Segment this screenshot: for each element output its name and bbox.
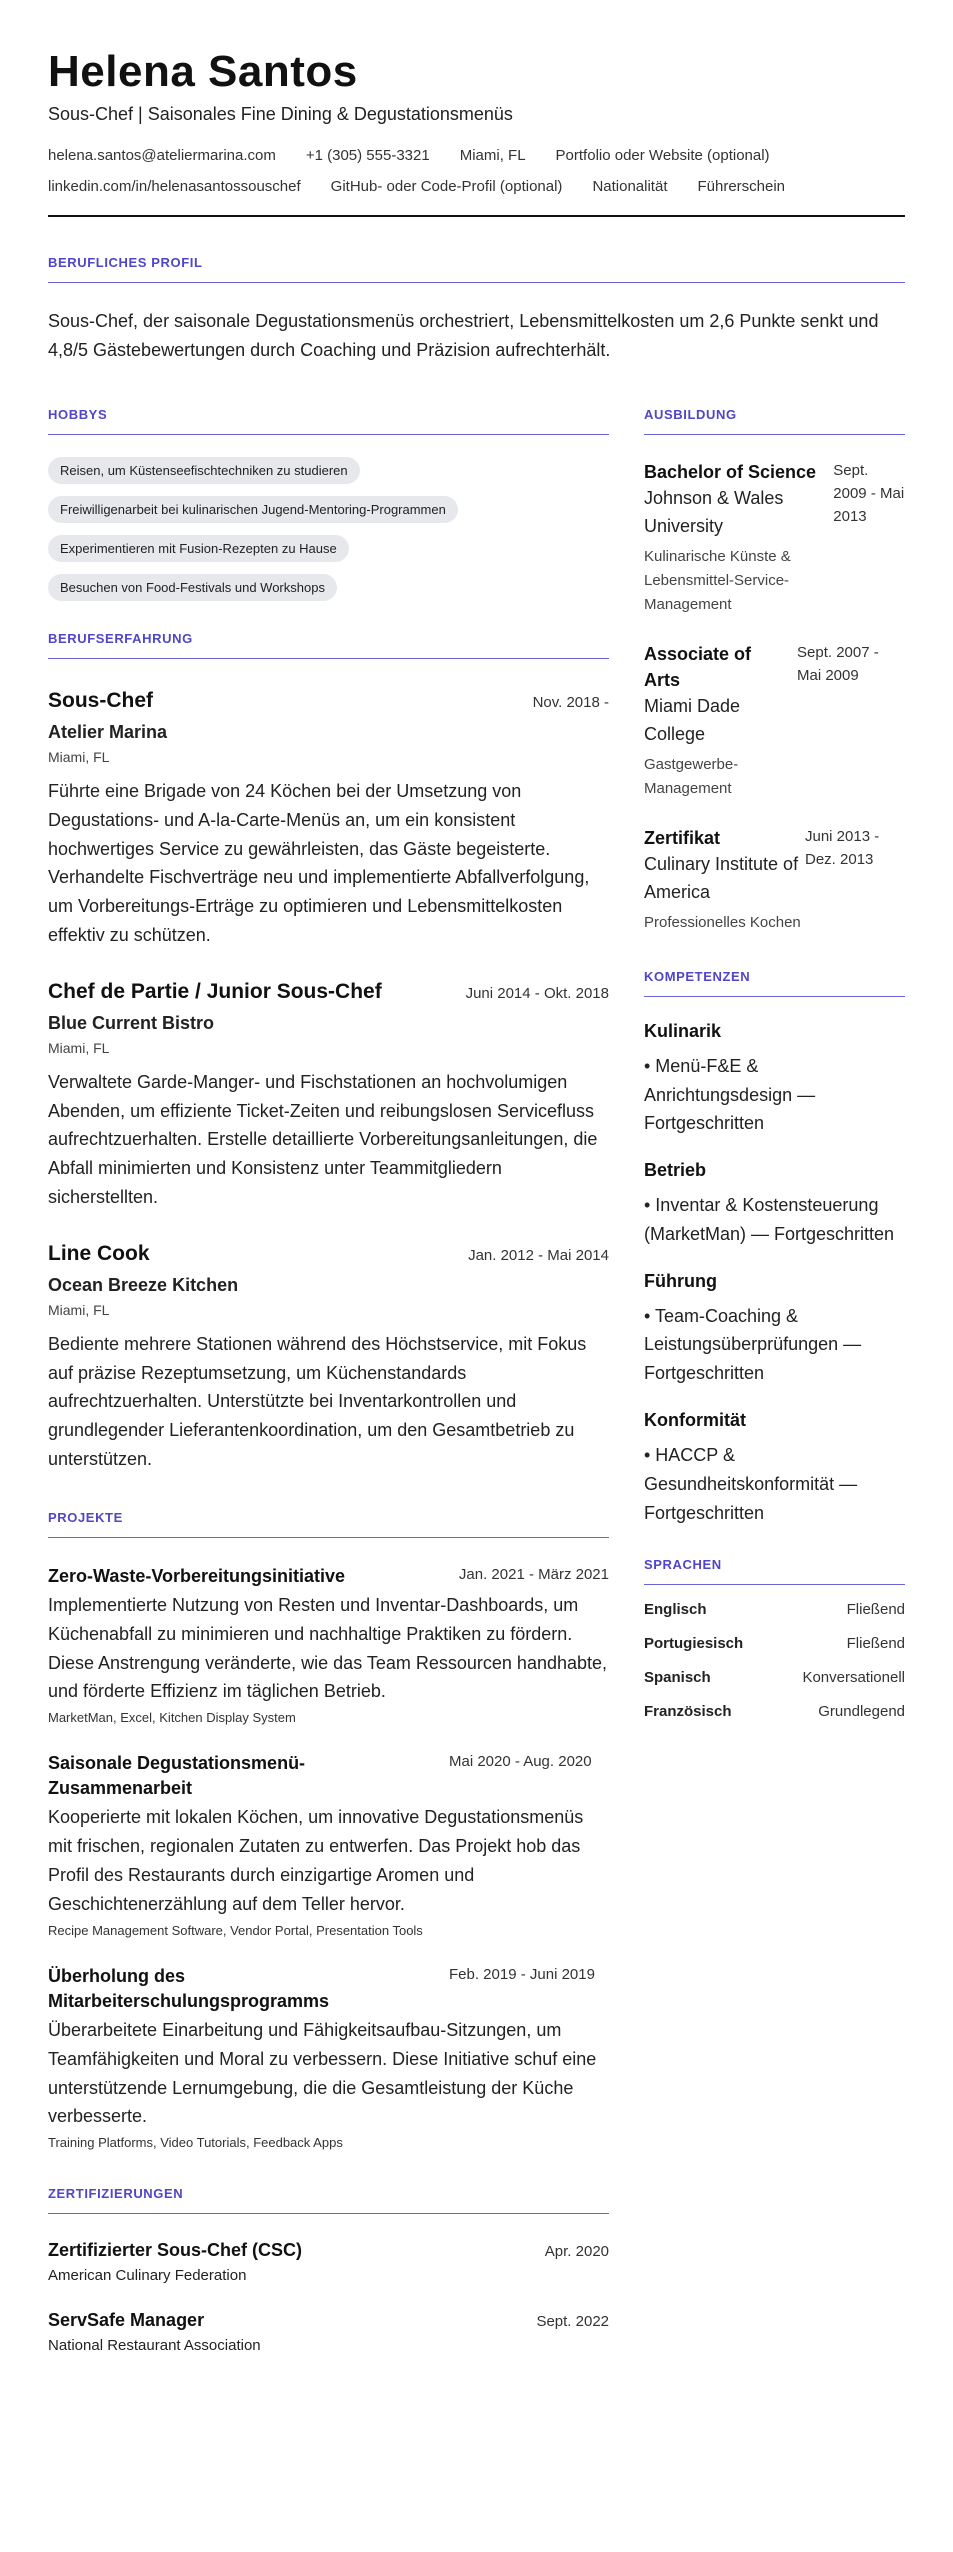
skill-item: • Team-Coaching & Leistungsüberprüfungen — Fortgeschritten bbox=[644, 1305, 862, 1384]
language-name: Englisch bbox=[644, 1601, 707, 1619]
contact-github[interactable]: GitHub- oder Code-Profil (optional) bbox=[330, 178, 563, 196]
language-row bbox=[644, 1601, 905, 1618]
contact-portfolio[interactable]: Portfolio oder Website (optional) bbox=[555, 147, 770, 165]
header-divider bbox=[48, 215, 905, 217]
experience-section bbox=[48, 631, 609, 1474]
skill-category: Kulinarik bbox=[644, 1020, 722, 1041]
project-entry bbox=[48, 1751, 609, 1938]
project-tools: Recipe Management Software, Vendor Portal, Presentation Tools bbox=[48, 1922, 423, 1938]
hobby-chip: Experimentieren mit Fusion-Rezepten zu Hause bbox=[48, 535, 349, 562]
project-tools: Training Platforms, Video Tutorials, Feedback Apps bbox=[48, 2135, 343, 2151]
skill-category: Betrieb bbox=[644, 1160, 707, 1181]
language-level: Konversationell bbox=[802, 1669, 905, 1687]
skill-item: • HACCP & Gesundheitskonformität — Fortgeschritten bbox=[644, 1445, 858, 1523]
certification-name: ServSafe Manager bbox=[48, 2310, 205, 2331]
education-date: Sept. 2007 - Mai 2009 bbox=[797, 643, 879, 685]
contact-nationality: Nationalität bbox=[592, 178, 668, 196]
hobby-chip: Reisen, um Küstenseefischtechniken zu studieren bbox=[48, 457, 360, 484]
certification-org: American Culinary Federation bbox=[48, 2267, 247, 2285]
job-title: Chef de Partie / Junior Sous-Chef bbox=[48, 979, 382, 1003]
language-level: Grundlegend bbox=[818, 1703, 905, 1721]
job-location: Miami, FL bbox=[48, 748, 110, 765]
education-school: Johnson & Wales University bbox=[644, 488, 784, 536]
language-name: Französisch bbox=[644, 1703, 732, 1721]
project-tools: MarketMan, Excel, Kitchen Display System bbox=[48, 1710, 296, 1726]
language-name: Portugiesisch bbox=[644, 1635, 744, 1653]
hobbies-section bbox=[48, 407, 609, 601]
certification-org: National Restaurant Association bbox=[48, 2337, 261, 2355]
right-column bbox=[644, 407, 905, 2354]
job-location: Miami, FL bbox=[48, 1301, 110, 1318]
education-section bbox=[644, 407, 905, 935]
job-entry bbox=[48, 689, 609, 950]
skill-group bbox=[644, 1410, 905, 1527]
job-title: Line Cook bbox=[48, 1241, 150, 1265]
skill-item: • Menü-F&E & Anrichtungsdesign — Fortgeschritten bbox=[644, 1055, 816, 1134]
job-description: Führte eine Brigade von 24 Köchen bei der Umsetzung von Degustations- und A-la-Carte-Menüs an, um ein konsistent hochwertiges Service zu gewährleisten, das Gäste begeisterte. Verhandelte Fischverträge neu und implementierte Abfallverfolgung, um Vorbereitungs-Erträge zu optimieren und Lebensmittelkosten effektiv zu schützen. bbox=[48, 780, 590, 945]
certification-name: Zertifizierter Sous-Chef (CSC) bbox=[48, 2240, 303, 2261]
certification-entry bbox=[48, 2240, 609, 2284]
project-description: Implementierte Nutzung von Resten und Inventar-Dashboards, um Küchenabfall zu minimieren und nachhaltige Praktiken zu fördern. Diese Anstrengung veränderte, wie das Team Ressourcen handhabte, und förderte Effizienz im täglichen Betrieb. bbox=[48, 1594, 608, 1702]
certification-date: Apr. 2020 bbox=[544, 2243, 609, 2261]
job-description: Verwaltete Garde-Manger- und Fischstationen an hochvolumigen Abenden, um effiziente Ticket-Zeiten und reibungslosen Servicefluss aufrechtzuerhalten. Erstelle detaillierte Vorbereitungsanleitungen, die Abfall minimierten und Konsistenz unter Teammitgliedern sicherstellten. bbox=[48, 1071, 598, 1207]
education-degree: Zertifikat bbox=[644, 827, 721, 848]
job-description: Bediente mehrere Stationen während des Höchstservice, mit Fokus auf präzise Rezeptumsetzung, um Küchenstandards aufrechtzuerhalten. Unterstützte bei Inventarkontrollen und grundlegender Lieferantenkoordination, um den Gesamtbetrieb zu unterstützen. bbox=[48, 1333, 587, 1469]
skill-item: • Inventar & Kostensteuerung (MarketMan) — Fortgeschritten bbox=[644, 1195, 895, 1244]
contact-linkedin[interactable]: linkedin.com/in/helenasantossouschef bbox=[48, 178, 301, 196]
job-entry bbox=[48, 980, 609, 1212]
resume-header bbox=[48, 48, 905, 217]
certification-entry bbox=[48, 2310, 609, 2354]
project-date: Mai 2020 - Aug. 2020 bbox=[449, 1753, 592, 1771]
project-title: Zero-Waste-Vorbereitungsinitiative bbox=[48, 1565, 346, 1586]
language-row bbox=[644, 1703, 905, 1720]
certifications-section bbox=[48, 2186, 609, 2354]
projects-section bbox=[48, 1510, 609, 2151]
candidate-headline: Sous-Chef | Saisonales Fine Dining & Degustationsmenüs bbox=[48, 104, 513, 125]
skills-section bbox=[644, 969, 905, 1528]
project-date: Feb. 2019 - Juni 2019 bbox=[449, 1965, 595, 1983]
education-field: Professionelles Kochen bbox=[644, 913, 801, 931]
education-field: Gastgewerbe-Management bbox=[644, 755, 739, 797]
project-title: Überholung des Mitarbeiterschulungsprogramms bbox=[48, 1965, 330, 2011]
section-title-skills: KOMPETENZEN bbox=[644, 969, 905, 997]
project-date: Jan. 2021 - März 2021 bbox=[458, 1565, 609, 1583]
education-date: Juni 2013 - Dez. 2013 bbox=[805, 827, 880, 869]
job-company: Ocean Breeze Kitchen bbox=[48, 1274, 239, 1295]
profile-section bbox=[48, 255, 905, 365]
contact-license: Führerschein bbox=[697, 178, 786, 196]
section-title-education: AUSBILDUNG bbox=[644, 407, 905, 435]
section-title-projects: PROJEKTE bbox=[48, 1510, 609, 1538]
job-entry bbox=[48, 1242, 609, 1474]
language-row bbox=[644, 1635, 905, 1652]
job-title: Sous-Chef bbox=[48, 688, 153, 712]
education-field: Kulinarische Künste & Lebensmittel-Service-Management bbox=[644, 547, 791, 613]
contact-list bbox=[48, 147, 905, 195]
contact-email[interactable]: helena.santos@ateliermarina.com bbox=[48, 147, 276, 165]
education-entry bbox=[644, 459, 905, 617]
project-title: Saisonale Degustationsmenü-Zusammenarbeit bbox=[48, 1753, 306, 1799]
job-date: Jan. 2012 - Mai 2014 bbox=[468, 1246, 609, 1264]
education-school: Miami Dade College bbox=[644, 696, 741, 744]
job-location: Miami, FL bbox=[48, 1039, 110, 1056]
left-column bbox=[48, 407, 609, 2354]
skill-group bbox=[644, 1271, 905, 1388]
hobby-chip: Freiwilligenarbeit bei kulinarischen Jugend-Mentoring-Programmen bbox=[48, 496, 458, 523]
language-level: Fließend bbox=[846, 1601, 905, 1619]
job-company: Blue Current Bistro bbox=[48, 1012, 215, 1033]
skill-category: Konformität bbox=[644, 1410, 746, 1431]
education-school: Culinary Institute of America bbox=[644, 853, 799, 902]
project-entry bbox=[48, 1964, 609, 2151]
project-description: Überarbeitete Einarbeitung und Fähigkeitsaufbau-Sitzungen, um Teamfähigkeiten und Moral zu verbessern. Diese Initiative schuf eine unterstützende Lernumgebung, die die Gesamtleistung der Küche verbesserte. bbox=[48, 2020, 597, 2127]
language-list bbox=[644, 1601, 905, 1720]
skill-group bbox=[644, 1021, 905, 1138]
project-description: Kooperierte mit lokalen Köchen, um innovative Degustationsmenüs mit frischen, regionalen Zutaten zu entwerfen. Das Projekt hob das Profil des Restaurants durch einzigartige Aromen und Geschichtenerzählung auf dem Teller hervor. bbox=[48, 1807, 584, 1914]
candidate-name: Helena Santos bbox=[48, 47, 358, 96]
section-title-certifications: ZERTIFIZIERUNGEN bbox=[48, 2186, 609, 2214]
skill-category: Führung bbox=[644, 1270, 717, 1291]
hobby-chip: Besuchen von Food-Festivals und Workshops bbox=[48, 574, 337, 601]
skill-group bbox=[644, 1160, 905, 1249]
language-level: Fließend bbox=[846, 1635, 905, 1653]
education-date: Sept. 2009 - Mai 2013 bbox=[833, 461, 905, 526]
section-title-profile: BERUFLICHES PROFIL bbox=[48, 255, 905, 283]
education-degree: Associate of Arts bbox=[644, 643, 752, 690]
education-degree: Bachelor of Science bbox=[644, 461, 817, 482]
project-entry bbox=[48, 1564, 609, 1725]
section-title-hobbies: HOBBYS bbox=[48, 407, 609, 435]
education-entry bbox=[644, 641, 905, 801]
job-date: Juni 2014 - Okt. 2018 bbox=[465, 984, 609, 1002]
section-title-languages: SPRACHEN bbox=[644, 1557, 905, 1585]
job-company: Atelier Marina bbox=[48, 721, 168, 742]
language-row bbox=[644, 1669, 905, 1686]
section-title-experience: BERUFSERFAHRUNG bbox=[48, 631, 609, 659]
language-name: Spanisch bbox=[644, 1669, 711, 1687]
two-column-body bbox=[48, 407, 905, 2354]
languages-section bbox=[644, 1557, 905, 1720]
education-entry bbox=[644, 825, 905, 935]
profile-text: Sous-Chef, der saisonale Degustationsmenüs orchestriert, Lebensmittelkosten um 2,6 Punkte senkt und 4,8/5 Gästebewertungen durch Coaching und Präzision aufrechterhält. bbox=[48, 311, 879, 361]
job-date: Nov. 2018 - bbox=[532, 693, 609, 711]
contact-location: Miami, FL bbox=[459, 147, 526, 165]
certification-date: Sept. 2022 bbox=[536, 2313, 609, 2331]
hobby-chips bbox=[48, 457, 609, 601]
contact-phone[interactable]: +1 (305) 555-3321 bbox=[305, 147, 430, 165]
